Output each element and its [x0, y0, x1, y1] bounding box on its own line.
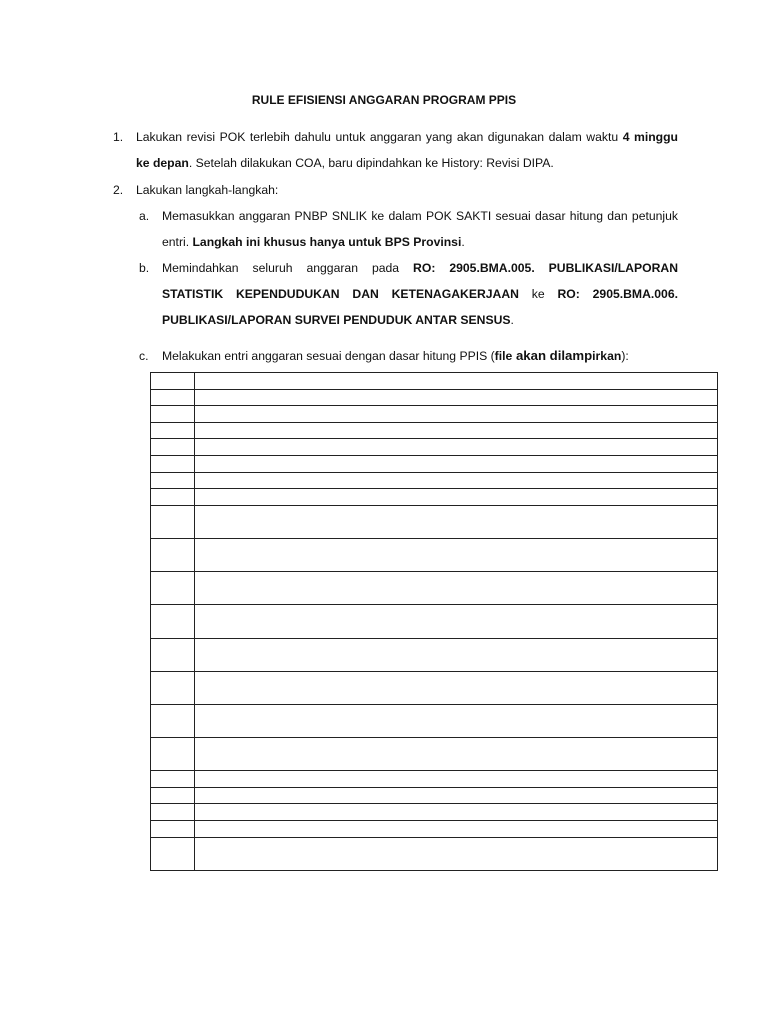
table-cell-number: [151, 439, 195, 456]
table-row: [151, 771, 718, 788]
table-row: [151, 671, 718, 704]
table-cell-number: [151, 489, 195, 506]
table-row: [151, 605, 718, 638]
item-1-number: 1.: [113, 130, 124, 144]
table-row: [151, 804, 718, 821]
table-row: [151, 489, 718, 506]
table-cell-number: [151, 787, 195, 804]
table-cell-content: [195, 771, 718, 788]
table-cell-number: [151, 605, 195, 638]
table-cell-content: [195, 837, 718, 870]
table-cell-content: [195, 389, 718, 406]
table-cell-content: [195, 455, 718, 472]
table-cell-content: [195, 638, 718, 671]
table-cell-content: [195, 605, 718, 638]
table-row: [151, 821, 718, 838]
table-cell-number: [151, 572, 195, 605]
sub-b-letter: b.: [139, 261, 150, 275]
table-cell-number: [151, 505, 195, 538]
table-cell-content: [195, 572, 718, 605]
table-row: [151, 406, 718, 423]
table-cell-number: [151, 422, 195, 439]
table-cell-content: [195, 671, 718, 704]
table-cell-content: [195, 505, 718, 538]
table-cell-content: [195, 804, 718, 821]
table-row: [151, 472, 718, 489]
item-1-text: Lakukan revisi POK terlebih dahulu untuk anggaran yang akan digunakan dalam waktu 4 minggu ke depan. Setelah dilakukan COA, baru dipindahkan ke History: Revisi DIPA.: [136, 130, 678, 170]
sub-a-text: Memasukkan anggaran PNBP SNLIK ke dalam POK SAKTI sesuai dasar hitung dan petunjuk entri. Langkah ini khusus hanya untuk BPS Provinsi.: [162, 209, 678, 249]
table-row: [151, 439, 718, 456]
table-cell-content: [195, 439, 718, 456]
table-row: [151, 538, 718, 571]
table-row: [151, 422, 718, 439]
table-cell-content: [195, 406, 718, 423]
table-cell-number: [151, 704, 195, 737]
table-cell-content: [195, 538, 718, 571]
table-row: [151, 837, 718, 870]
table-cell-content: [195, 489, 718, 506]
table-cell-content: [195, 821, 718, 838]
table-cell-number: [151, 821, 195, 838]
table-row: [151, 738, 718, 771]
page-title: RULE EFISIENSI ANGGARAN PROGRAM PPIS: [251, 93, 517, 107]
sub-a-letter: a.: [139, 209, 150, 223]
table-cell-number: [151, 373, 195, 390]
sub-c-text: Melakukan entri anggaran sesuai dengan dasar hitung PPIS (file akan dilampirkan):: [162, 348, 629, 363]
table-cell-number: [151, 771, 195, 788]
table-cell-number: [151, 389, 195, 406]
table-cell-content: [195, 704, 718, 737]
table-cell-content: [195, 738, 718, 771]
table-row: [151, 572, 718, 605]
table-cell-number: [151, 538, 195, 571]
table-cell-number: [151, 638, 195, 671]
table-cell-number: [151, 472, 195, 489]
sub-c-letter: c.: [139, 349, 149, 363]
item-2-number: 2.: [113, 183, 124, 197]
table-row: [151, 638, 718, 671]
table-cell-content: [195, 373, 718, 390]
sub-b-text: Memindahkan seluruh anggaran pada RO: 2905.BMA.005. PUBLIKASI/LAPORAN STATISTIK KEPENDUDUKAN DAN KETENAGAKERJAAN ke RO: 2905.BMA.006. PUBLIKASI/LAPORAN SURVEI PENDUDUK ANTAR SENSUS.: [162, 261, 678, 327]
table-cell-content: [195, 472, 718, 489]
table-row: [151, 787, 718, 804]
table-row: [151, 389, 718, 406]
table-cell-number: [151, 804, 195, 821]
table-cell-content: [195, 787, 718, 804]
table-cell-number: [151, 455, 195, 472]
table-row: [151, 505, 718, 538]
table-cell-number: [151, 837, 195, 870]
budget-entry-table: [150, 372, 718, 871]
table-cell-number: [151, 671, 195, 704]
table-cell-number: [151, 406, 195, 423]
table-row: [151, 455, 718, 472]
table-row: [151, 373, 718, 390]
table-cell-number: [151, 738, 195, 771]
table-cell-content: [195, 422, 718, 439]
table-row: [151, 704, 718, 737]
item-2-text: Lakukan langkah-langkah:: [136, 183, 279, 197]
